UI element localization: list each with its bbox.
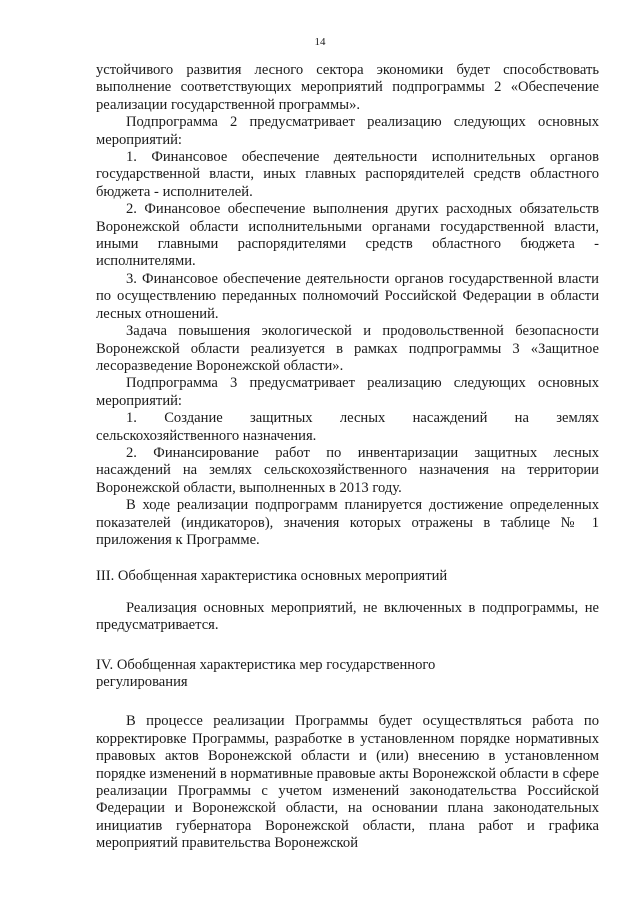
- spacer: [96, 549, 599, 568]
- list-item: 1. Создание защитных лесных насаждений на землях сельскохозяйственного назначения.: [96, 410, 599, 444]
- page-number: 14: [314, 36, 326, 48]
- section-heading: III. Обобщенная характеристика основных мероприятий: [96, 568, 448, 585]
- spacer: [96, 586, 599, 600]
- spacer: [96, 635, 599, 657]
- document-body: [96, 62, 599, 853]
- paragraph: Задача повышения экологической и продовольственной безопасности Воронежской области реализуется в рамках подпрограммы 3 «Защитное лесоразведение Воронежской области».: [96, 323, 599, 374]
- paragraph: В ходе реализации подпрограмм планируется достижение определенных показателей (индикаторов), значения которых отражены в таблице № 1 приложения к Программе.: [96, 497, 599, 548]
- paragraph: устойчивого развития лесного сектора экономики будет способствовать выполнение соответствующих мероприятий подпрограммы 2 «Обеспечение реализации государственной программы».: [96, 62, 599, 113]
- spacer: [96, 691, 599, 713]
- section-heading: IV. Обобщенная характеристика мер государственного: [96, 656, 436, 673]
- list-item: 1. Финансовое обеспечение деятельности исполнительных органов государственной власти, иных главных распорядителей средств областного бюджета - исполнителей.: [96, 149, 599, 200]
- paragraph: В процессе реализации Программы будет осуществляться работа по корректировке Программы, разработке в установленном порядке нормативных правовых актов Воронежской области и (или) внесению в установленном порядке изменений в нормативные правовые акты Воронежской области в сфере реализации Программы с учетом изменений законодательства Российской Федерации и Воронежской области, на основании плана законодательных инициатив губернатора Воронежской области, плана работ и графика мероприятий правительства Воронежской: [96, 713, 599, 852]
- list-item: 2. Финансирование работ по инвентаризации защитных лесных насаждений на землях сельскохозяйственного назначения на территории Воронежской области, выполненных в 2013 году.: [96, 444, 599, 496]
- list-item: 2. Финансовое обеспечение выполнения других расходных обязательств Воронежской области исполнительными органами государственной власти, иными главными распорядителями средств областного бюджета - исполнителями.: [96, 201, 599, 270]
- list-item: 3. Финансовое обеспечение деятельности органов государственной власти по осуществлению переданных полномочий Российской Федерации в области лесных отношений.: [96, 270, 599, 322]
- paragraph: Реализация основных мероприятий, не включенных в подпрограммы, не предусматривается.: [96, 599, 599, 634]
- section-heading: регулирования: [96, 674, 188, 690]
- paragraph: Подпрограмма 3 предусматривает реализацию следующих основных мероприятий:: [96, 375, 599, 409]
- paragraph: Подпрограмма 2 предусматривает реализацию следующих основных мероприятий:: [96, 114, 599, 148]
